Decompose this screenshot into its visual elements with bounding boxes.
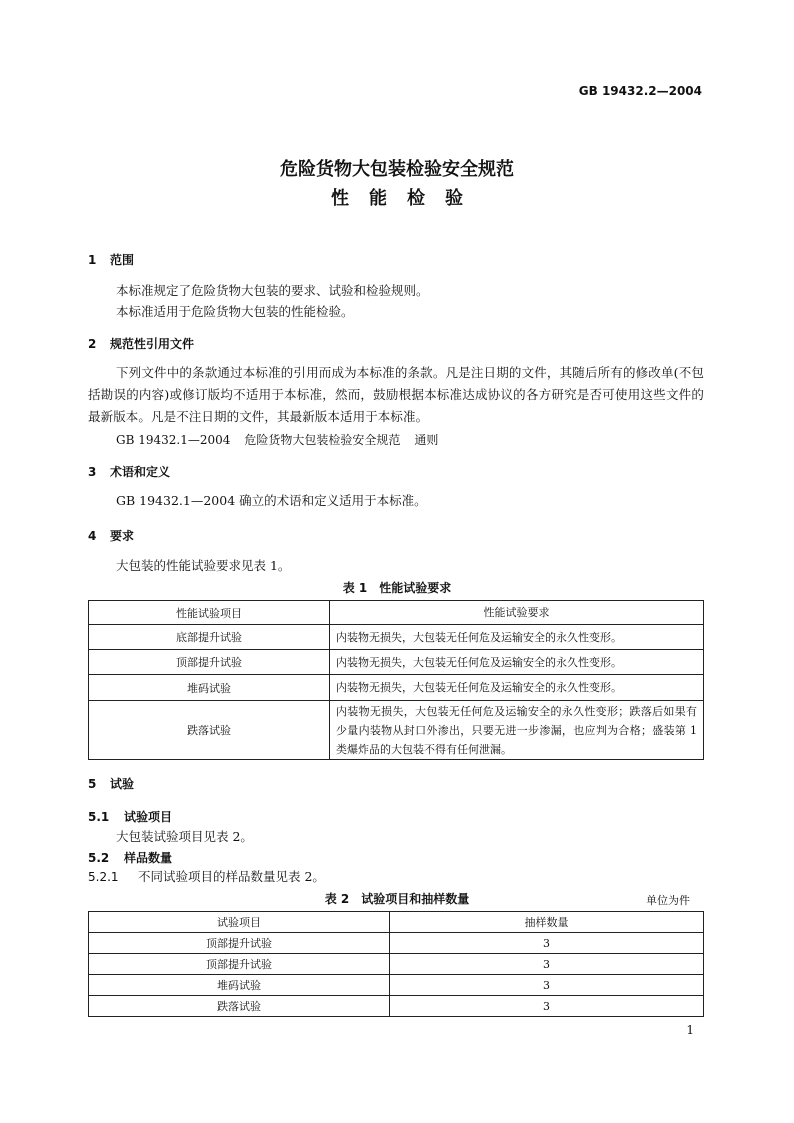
table-cell: 顶部提升试验 [89, 650, 330, 675]
standard-code: GB 19432.2—2004 [578, 84, 702, 98]
table-row [89, 954, 704, 975]
paragraph: 本标准规定了危险货物大包装的要求、试验和检验规则。 [116, 283, 429, 298]
table-row [89, 975, 704, 996]
reference-title: 危险货物大包装检验安全规范 [244, 433, 401, 447]
section-title: 试验 [110, 777, 135, 791]
table-cell: 顶部提升试验 [89, 954, 390, 975]
caption-number: 表 1 [342, 581, 368, 595]
page-number: 1 [686, 1023, 694, 1037]
table-row [89, 625, 704, 650]
section-title: 范围 [110, 253, 135, 267]
section-number: 5.2 [88, 851, 110, 865]
section-1-heading [88, 251, 134, 268]
table-row [89, 996, 704, 1017]
section-title: 要求 [110, 529, 135, 543]
section-title: 样品数量 [124, 851, 173, 865]
section-4-heading [88, 527, 134, 544]
section-2-heading [88, 335, 194, 352]
table-cell: 顶部提升试验 [89, 933, 390, 954]
caption-title: 性能试验要求 [379, 581, 452, 595]
table-cell: 3 [390, 954, 704, 975]
paragraph: 本标准适用于危险货物大包装的性能检验。 [116, 304, 354, 319]
reference-subtitle: 通则 [414, 433, 439, 447]
table-cell: 堆码试验 [89, 975, 390, 996]
reference-code: GB 19432.1—2004 [116, 433, 231, 447]
paragraph: 下列文件中的条款通过本标准的引用而成为本标准的条款。凡是注日期的文件，其随后所有的修改单(不包括勘误的内容)或修订版均不适用于本标准，然而，鼓励根据本标准达成协议的各方研究是否可使用这些文件的最新版本。凡是不注日期的文件，其最新版本适用于本标准。 [88, 365, 704, 424]
table-cell: 内装物无损失，大包装无任何危及运输安全的永久性变形；跌落后如果有少量内装物从封口外渗出，只要无进一步渗漏，也应判为合格；盛装第 1 类爆炸品的大包装不得有任何泄漏。 [330, 701, 704, 760]
header-cell: 试验项目 [89, 912, 390, 933]
table-cell: 堆码试验 [89, 675, 330, 701]
caption-title: 试验项目和抽样数量 [361, 892, 470, 906]
clause-5-2-1 [88, 866, 325, 888]
unit-note: 单位为件 [646, 894, 690, 907]
document-title: 危险货物大包装检验安全规范 [280, 159, 514, 180]
section-number: 2 [88, 337, 97, 351]
section-title: 术语和定义 [110, 465, 171, 479]
section-3-heading [88, 463, 170, 480]
section-number: 3 [88, 465, 97, 479]
paragraph: 大包装试验项目见表 2。 [116, 829, 253, 844]
section-number: 4 [88, 529, 97, 543]
header-cell: 性能试验要求 [330, 601, 704, 625]
table-1-caption [0, 579, 794, 596]
section-number: 5 [88, 777, 97, 791]
header-cell: 抽样数量 [390, 912, 704, 933]
section-number: 1 [88, 253, 97, 267]
table-row [89, 933, 704, 954]
section-5-2-heading [88, 849, 172, 866]
section-5-1-heading [88, 808, 172, 825]
section-5-heading [88, 775, 134, 792]
clause-number: 5.2.1 [88, 870, 119, 884]
paragraph: 大包装的性能试验要求见表 1。 [116, 558, 291, 573]
table-row [89, 701, 704, 760]
table-cell: 3 [390, 933, 704, 954]
table-cell: 内装物无损失，大包装无任何危及运输安全的永久性变形。 [330, 650, 704, 675]
table-header-row [89, 601, 704, 625]
table-row [89, 650, 704, 675]
clause-text: 不同试验项目的样品数量见表 2。 [138, 869, 325, 884]
table-cell: 跌落试验 [89, 701, 330, 760]
table-cell: 底部提升试验 [89, 625, 330, 650]
table-cell: 跌落试验 [89, 996, 390, 1017]
section-title: 试验项目 [124, 810, 173, 824]
header-cell: 性能试验项目 [89, 601, 330, 625]
document-subtitle: 性能检验 [331, 188, 483, 209]
normative-reference [116, 431, 438, 448]
table-cell: 3 [390, 975, 704, 996]
sampling-table [88, 911, 704, 1017]
table-row [89, 675, 704, 701]
paragraph: GB 19432.1—2004 确立的术语和定义适用于本标准。 [116, 493, 427, 508]
table-header-row [89, 912, 704, 933]
table-cell: 3 [390, 996, 704, 1017]
section-number: 5.1 [88, 810, 110, 824]
caption-number: 表 2 [324, 892, 350, 906]
table-cell: 内装物无损失，大包装无任何危及运输安全的永久性变形。 [330, 675, 704, 701]
requirements-table [88, 600, 704, 760]
table-cell: 内装物无损失，大包装无任何危及运输安全的永久性变形。 [330, 625, 704, 650]
section-title: 规范性引用文件 [110, 337, 195, 351]
